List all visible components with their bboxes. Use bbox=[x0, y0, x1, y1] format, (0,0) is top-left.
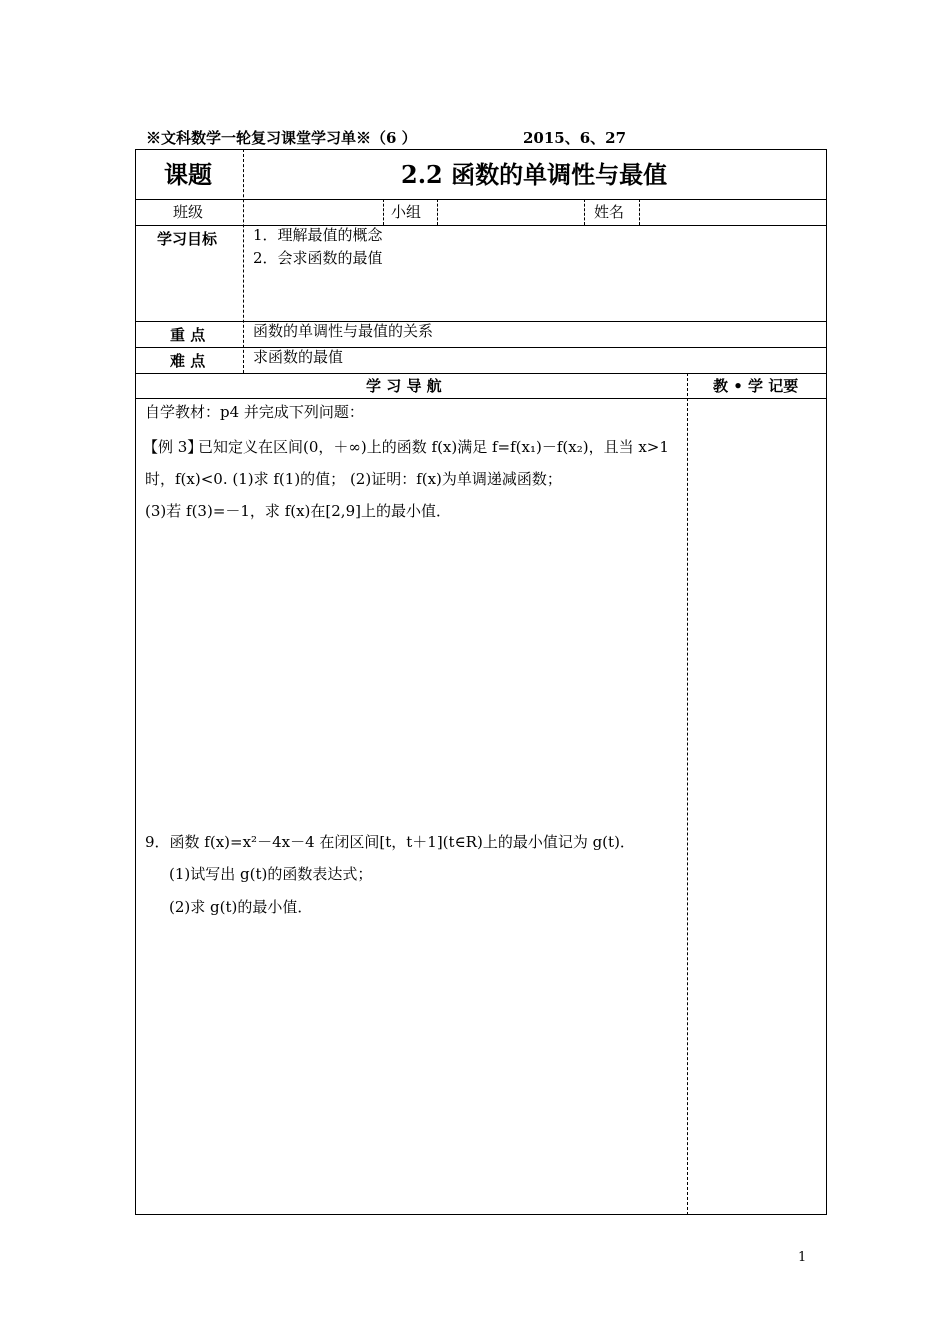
class-field[interactable] bbox=[246, 201, 380, 223]
page-header bbox=[146, 127, 627, 148]
page-number: 1 bbox=[798, 1250, 807, 1265]
problem-line: (1)试写出 g(t)的函数表达式； bbox=[169, 865, 373, 883]
notes-header: 教 • 学 记要 bbox=[713, 377, 799, 395]
group-label: 小组 bbox=[391, 203, 422, 221]
name-field[interactable] bbox=[642, 201, 823, 223]
example-line: (3)若 f(3)=－1，求 f(x)在[2,9]上的最小值． bbox=[145, 502, 451, 520]
difficult-label: 难 点 bbox=[170, 352, 206, 370]
goal-item: 2．会求函数的最值 bbox=[253, 249, 383, 267]
nav-header: 学 习 导 航 bbox=[366, 377, 442, 395]
key-value: 函数的单调性与最值的关系 bbox=[253, 322, 434, 340]
class-label: 班级 bbox=[173, 203, 204, 221]
worksheet-date: 2015、6、27 bbox=[523, 129, 627, 147]
key-label: 重 点 bbox=[170, 326, 206, 344]
goals-label: 学习目标 bbox=[157, 230, 218, 248]
notes-area[interactable] bbox=[690, 400, 824, 1212]
goal-item: 1．理解最值的概念 bbox=[253, 226, 383, 244]
worksheet-title: ※文科数学一轮复习课堂学习单※（6 ） bbox=[146, 129, 417, 147]
problem-line: (2)求 g(t)的最小值． bbox=[169, 898, 313, 916]
topic-label: 课题 bbox=[164, 160, 212, 189]
example-line: 已知定义在区间(0，＋∞)上的函数 f(x)满足 f=f(x₁)－f(x₂)，且当 x>1 bbox=[198, 438, 669, 456]
difficult-value: 求函数的最值 bbox=[253, 348, 344, 366]
topic-title: 2.2 函数的单调性与最值 bbox=[401, 160, 668, 189]
intro-text: 自学教材：p4 并完成下列问题： bbox=[145, 403, 364, 421]
problem-line: 9．函数 f(x)=x²－4x－4 在闭区间[t，t＋1](t∈R)上的最小值记为 g(t)． bbox=[145, 833, 635, 851]
example-line: 时，f(x)<0. (1)求 f(1)的值； (2)证明：f(x)为单调递减函数； bbox=[145, 470, 562, 488]
group-field[interactable] bbox=[440, 201, 581, 223]
name-label: 姓名 bbox=[594, 203, 625, 221]
example-tag: 【例 3】 bbox=[143, 438, 203, 456]
